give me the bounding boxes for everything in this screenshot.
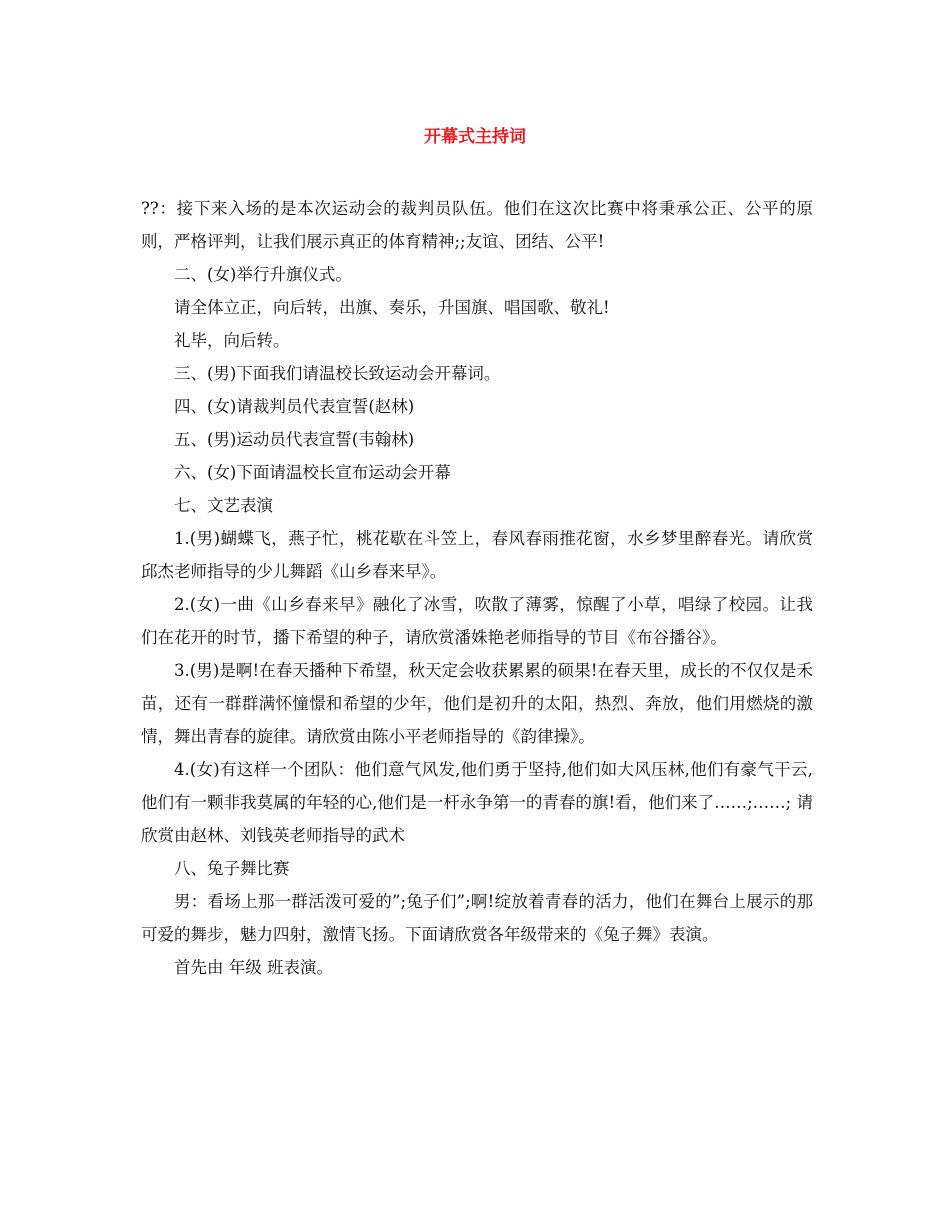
paragraph-declare-opening: 六、(女)下面请温校长宣布运动会开幕 (174, 463, 451, 482)
paragraph-flag-instructions: 请全体立正，向后转，出旗、奏乐，升国旗、唱国歌、敬礼! (174, 298, 610, 317)
paragraph-performance-2: 2.(女)一曲《山乡春来早》融化了冰雪，吹散了薄雾，惊醒了小草，唱绿了校园。让我们在花开的时节，播下希望的种子，请欣赏潘姝艳老师指导的节目《布谷播谷》。 (141, 595, 813, 647)
paragraph-performance-4: 4.(女)有这样一个团队：他们意气风发,他们勇于坚持,他们如大风压林,他们有豪气干云,他们有一颗非我莫属的年轻的心,他们是一杆永争第一的青春的旗!看，他们来了……;……; 请欣赏由赵林、刘钱英老师指导的武术 (141, 760, 813, 845)
paragraph-performance-1: 1.(男)蝴蝶飞，燕子忙，桃花歇在斗笠上，春风春雨推花窗，水乡梦里醉春光。请欣赏邱杰老师指导的少儿舞蹈《山乡春来早》。 (141, 529, 813, 581)
paragraph-salute-end: 礼毕，向后转。 (174, 331, 290, 350)
paragraph-referee-entrance: ??：接下来入场的是本次运动会的裁判员队伍。他们在这次比赛中将秉承公正、公平的原则，严格评判，让我们展示真正的体育精神;;友谊、团结、公平! (141, 199, 813, 251)
paragraph-first-class: 首先由 年级 班表演。 (174, 958, 333, 977)
document-title: 开幕式主持词 (424, 127, 526, 147)
paragraph-referee-oath: 四、(女)请裁判员代表宣誓(赵林) (174, 397, 415, 416)
paragraph-performances-heading: 七、文艺表演 (174, 496, 273, 515)
paragraph-flag-raising: 二、(女)举行升旗仪式。 (174, 265, 352, 284)
paragraph-performance-3: 3.(男)是啊!在春天播种下希望，秋天定会收获累累的硕果!在春天里，成长的不仅仅是禾苗，还有一群群满怀憧憬和希望的少年，他们是初升的太阳，热烈、奔放，他们用燃烧的激情，舞出青春的旋律。请欣赏由陈小平老师指导的《韵律操》。 (141, 661, 813, 746)
paragraph-rabbit-dance-intro: 男：看场上那一群活泼可爱的”;兔子们”;啊!绽放着青春的活力，他们在舞台上展示的那可爱的舞步，魅力四射，激情飞扬。下面请欣赏各年级带来的《兔子舞》表演。 (141, 892, 813, 944)
paragraph-opening-speech: 三、(男)下面我们请温校长致运动会开幕词。 (174, 364, 501, 383)
document-body (141, 192, 813, 984)
paragraph-athlete-oath: 五、(男)运动员代表宣誓(韦翰林) (174, 430, 415, 449)
paragraph-rabbit-dance-heading: 八、兔子舞比赛 (174, 859, 290, 878)
